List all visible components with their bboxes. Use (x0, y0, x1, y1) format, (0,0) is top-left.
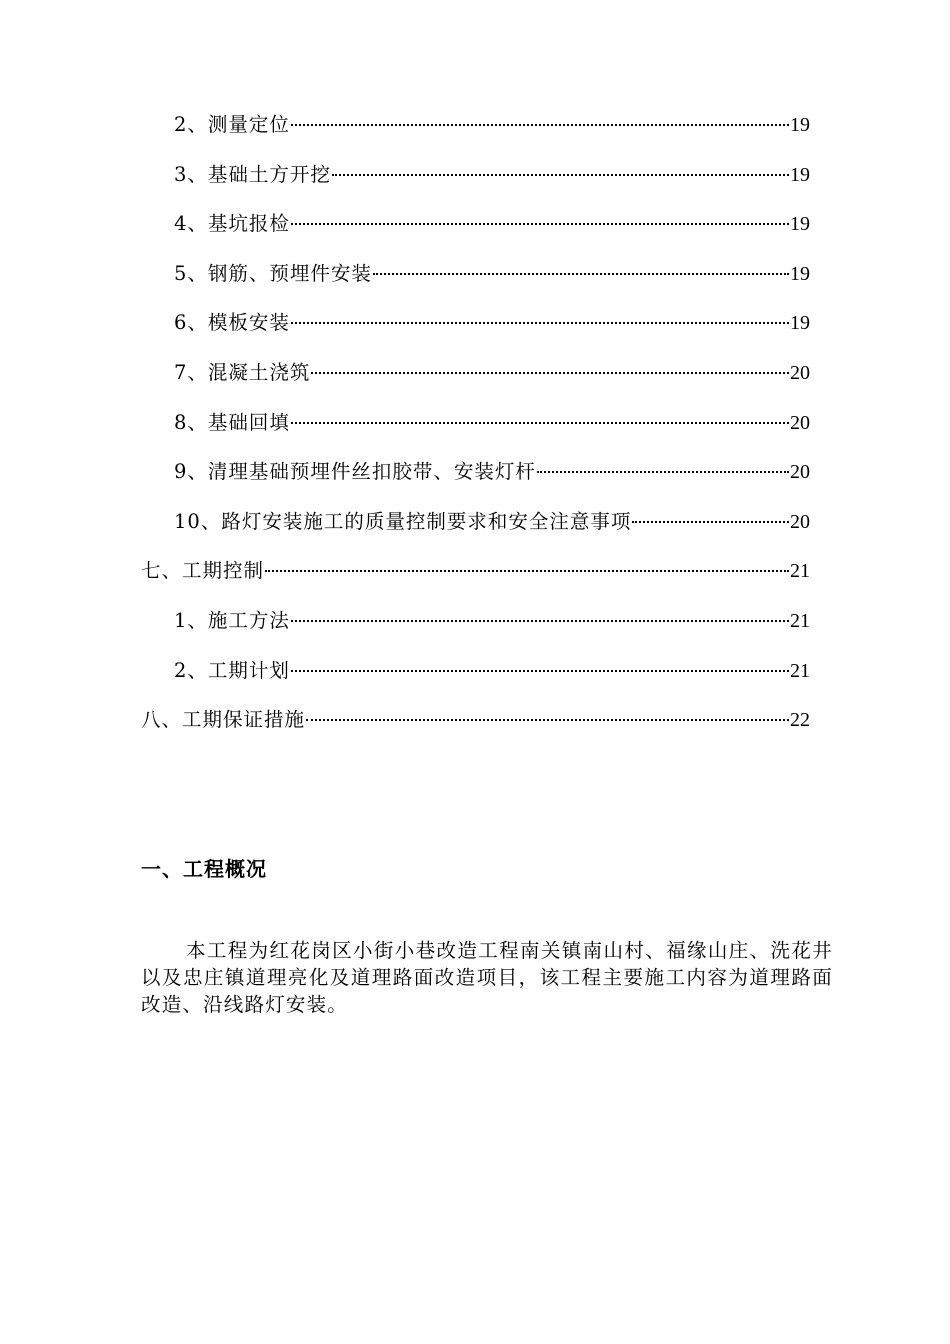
toc-entry-formwork[interactable] (141, 305, 810, 355)
table-of-contents (141, 107, 810, 752)
body-paragraph: 本工程为红花岗区小街小巷改造工程南关镇南山村、福缘山庄、洗花井以及忠庄镇道理亮化及道理路面改造项目，该工程主要施工内容为道理路面改造、沿线路灯安装。 (141, 939, 833, 1016)
toc-entry-surveying[interactable] (141, 107, 810, 157)
toc-page-number: 19 (790, 213, 810, 236)
toc-page-number: 19 (790, 163, 810, 186)
toc-page-number: 19 (790, 114, 810, 136)
toc-dot-leader (291, 670, 789, 672)
toc-dot-leader (291, 223, 789, 225)
toc-dot-leader (373, 273, 789, 275)
toc-dot-leader (291, 322, 789, 324)
toc-entry-backfill[interactable] (141, 405, 810, 455)
toc-entry-title: 八、工期保证措施 (141, 708, 306, 732)
toc-entry-schedule-plan[interactable] (141, 653, 810, 703)
toc-dot-leader (311, 372, 789, 374)
toc-page-number: 20 (790, 361, 810, 384)
toc-entry-title: 2、工期计划 (174, 658, 290, 682)
toc-entry-title: 9、清理基础预埋件丝扣胶带、安装灯杆 (174, 460, 536, 484)
section-heading: 一、工程概况 (141, 857, 267, 881)
toc-entry-title: 七、工期控制 (141, 559, 265, 583)
toc-dot-leader (291, 620, 789, 622)
toc-entry-title: 7、混凝土浇筑 (174, 360, 311, 384)
toc-entry-title: 10、路灯安装施工的质量控制要求和安全注意事项 (174, 509, 632, 533)
toc-entry-construction-method[interactable] (141, 603, 810, 653)
toc-entry-pole-installation[interactable] (141, 454, 810, 504)
toc-dot-leader (332, 174, 789, 176)
toc-page-number: 20 (790, 461, 810, 484)
toc-entry-title: 4、基坑报检 (174, 212, 290, 236)
toc-entry-schedule-guarantee[interactable] (141, 702, 810, 752)
toc-entry-title: 3、基础土方开挖 (174, 162, 331, 186)
toc-dot-leader (291, 124, 789, 126)
toc-page-number: 21 (790, 560, 810, 583)
toc-dot-leader (265, 570, 789, 572)
toc-entry-pit-inspection[interactable] (141, 206, 810, 256)
toc-entry-title: 5、钢筋、预埋件安装 (174, 261, 372, 285)
toc-entry-schedule-control[interactable] (141, 553, 810, 603)
toc-entry-title: 1、施工方法 (174, 608, 290, 632)
toc-entry-rebar[interactable] (141, 256, 810, 306)
toc-page-number: 21 (790, 659, 810, 682)
toc-entry-excavation[interactable] (141, 157, 810, 207)
toc-entry-concrete-pouring[interactable] (141, 355, 810, 405)
toc-page-number: 19 (790, 312, 810, 335)
toc-page-number: 19 (790, 262, 810, 285)
toc-entry-title: 2、测量定位 (174, 113, 290, 136)
toc-page-number: 20 (790, 510, 810, 533)
toc-dot-leader (537, 471, 789, 473)
toc-entry-title: 8、基础回填 (174, 410, 290, 434)
toc-dot-leader (632, 521, 789, 523)
toc-page-number: 22 (790, 709, 810, 732)
toc-dot-leader (291, 422, 789, 424)
toc-entry-quality-safety[interactable] (141, 504, 810, 554)
toc-page-number: 20 (790, 411, 810, 434)
toc-page-number: 21 (790, 609, 810, 632)
toc-entry-title: 6、模板安装 (174, 311, 290, 335)
toc-dot-leader (306, 719, 789, 721)
